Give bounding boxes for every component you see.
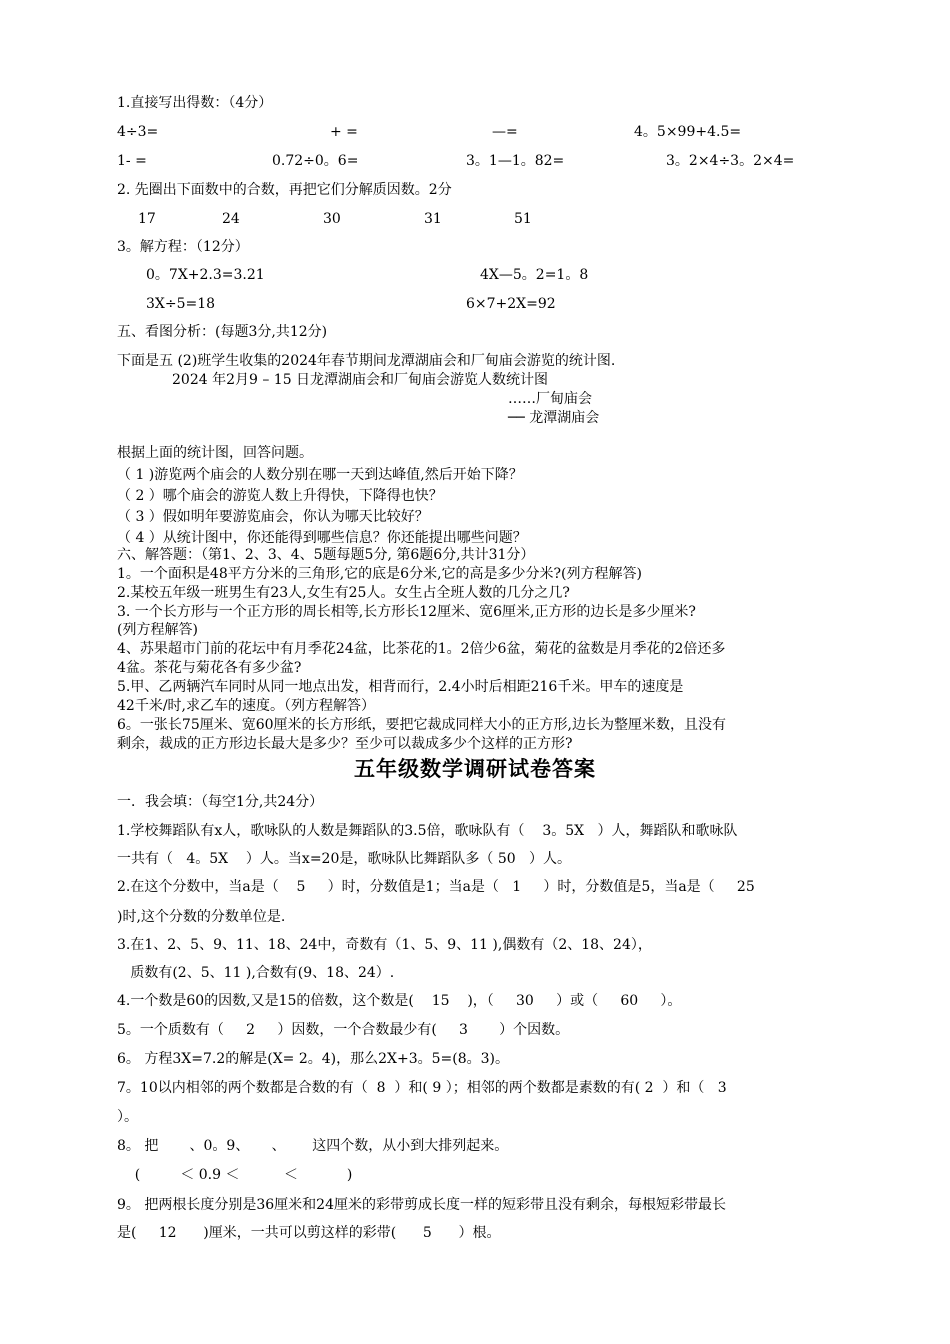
q3-equation: 4X—5。2=1。8: [480, 267, 589, 283]
q1-r1-c2: + =: [330, 124, 358, 140]
answer-line: )时,这个分数的分数单位是.: [117, 909, 286, 925]
section6-line: 2.某校五年级一班男生有23人,女生有25人。女生占全班人数的几分之几?: [117, 585, 570, 601]
q3-heading: 3。解方程：（12分）: [117, 239, 249, 255]
answer-line: 5。一个质数有（ 2 ）因数，一个合数最少有( 3 ）个因数。: [117, 1022, 570, 1038]
chart-title: 2024 年2月9 – 15 日龙潭湖庙会和厂甸庙会游览人数统计图: [172, 372, 549, 388]
answer-line: 质数有(2、5、11 ),合数有(9、18、24）.: [117, 965, 395, 981]
section5-heading: 五、看图分析：(每题3分,共12分): [117, 324, 328, 340]
section5-line: （ 4 ）从统计图中，你还能得到哪些信息？你还能提出哪些问题？: [117, 530, 527, 546]
q3-equation: 6×7+2X=92: [466, 296, 556, 312]
section6-line: 4、苏果超市门前的花坛中有月季花24盆，比茶花的1。2倍少6盆，菊花的盆数是月季花的2倍还多: [117, 641, 726, 657]
answer-line: 9。 把两根长度分别是36厘米和24厘米的彩带剪成长度一样的短彩带且没有剩余，每根短彩带最长: [117, 1197, 726, 1213]
q1-r1-c1: 4÷3=: [117, 124, 159, 140]
q2-heading: 2. 先圈出下面数中的合数，再把它们分解质因数。2分: [117, 182, 452, 198]
q1-r1-c4: 4。5×99+4.5=: [634, 124, 742, 140]
q2-number: 30: [323, 211, 341, 227]
q1-r2-c3: 3。1—1。82=: [466, 153, 565, 169]
section5-line: 根据上面的统计图，回答问题。: [117, 445, 313, 461]
answer-line: ）。: [117, 1109, 138, 1125]
answer-line: 1.学校舞蹈队有x人，歌咏队的人数是舞蹈队的3.5倍，歌咏队有（ 3。5X ）人，舞蹈队和歌咏队: [117, 823, 738, 839]
section6-line: 剩余，裁成的正方形边长最大是多少？至少可以裁成多少个这样的正方形?: [117, 736, 573, 752]
section5-line: （ 1 )游览两个庙会的人数分别在哪一天到达峰值,然后开始下降？: [117, 467, 523, 483]
q1-r1-c3: —=: [492, 124, 518, 140]
section6-line: 42千米/时,求乙车的速度。（列方程解答）: [117, 698, 375, 714]
legend-longtanhu: ── 龙潭湖庙会: [508, 410, 600, 426]
section5-line: （ 2 ）哪个庙会的游览人数上升得快，下降得也快？: [117, 488, 443, 504]
section6-line: 6。一张长75厘米、宽60厘米的长方形纸，要把它裁成同样大小的正方形,边长为整厘米数，且没有: [117, 717, 726, 733]
q2-number: 24: [222, 211, 240, 227]
answer-line: 3.在1、2、5、9、11、18、24中，奇数有（1、5、9、11 ),偶数有（2、18、24），: [117, 937, 652, 953]
q1-heading: 1.直接写出得数：（4分）: [117, 95, 273, 111]
section5-line: （ 3 ）假如明年要游览庙会，你认为哪天比较好？: [117, 509, 429, 525]
section6-line: 5.甲、乙两辆汽车同时从同一地点出发，相背而行，2.4小时后相距216千米。甲车的速度是: [117, 679, 684, 695]
section5-intro: 下面是五 (2)班学生收集的2024年春节期间龙潭湖庙会和厂甸庙会游览的统计图.: [117, 353, 616, 369]
section6-line: 4盆。茶花与菊花各有多少盆?: [117, 660, 302, 676]
answer-line: 7。10以内相邻的两个数都是合数的有（ 8 ）和( 9 ）；相邻的两个数都是素数的有( 2 ）和（ 3: [117, 1080, 727, 1096]
section6-line: 六、解答题：（第1、2、3、4、5题每题5分, 第6题6分,共计31分）: [117, 547, 535, 563]
section6-line: 3. 一个长方形与一个正方形的周长相等,长方形长12厘米、宽6厘米,正方形的边长是多少厘米?: [117, 604, 696, 620]
answer-line: 2.在这个分数中，当a是（ 5 ）时，分数值是1；当a是（ 1 ）时，分数值是5，当a是（ 25: [117, 879, 755, 895]
answer-line: 一共有（ 4。5X ）人。当x=20是，歌咏队比舞蹈队多（ 50 ）人。: [117, 851, 571, 867]
answer-line: ( ＜ 0.9 ＜ ＜ ): [117, 1167, 353, 1183]
answer-line: 8。 把 、0。9、 、 这四个数，从小到大排列起来。: [117, 1138, 509, 1154]
q1-r2-c4: 3。2×4÷3。2×4=: [666, 153, 795, 169]
section6-line: 1。一个面积是48平方分米的三角形,它的底是6分米,它的高是多少分米?(列方程解答): [117, 566, 642, 582]
answer-line: 是( 12 )厘米，一共可以剪这样的彩带( 5 ）根。: [117, 1225, 501, 1241]
q1-r2-c2: 0.72÷0。6=: [272, 153, 359, 169]
q2-number: 17: [138, 211, 156, 227]
answer-line: 6。 方程3X=7.2的解是(X= 2。4)，那么2X+3。5=(8。3)。: [117, 1051, 509, 1067]
q3-equation: 0。7X+2.3=3.21: [146, 267, 265, 283]
q2-number: 51: [514, 211, 532, 227]
q2-number: 31: [424, 211, 442, 227]
answer-title: 五年级数学调研试卷答案: [354, 757, 596, 781]
section6-line: (列方程解答): [117, 622, 198, 638]
q1-r2-c1: 1- =: [117, 153, 147, 169]
answer-line: 一．我会填：（每空1分,共24分）: [117, 794, 324, 810]
legend-changdian: ……厂甸庙会: [508, 391, 592, 407]
q3-equation: 3X÷5=18: [146, 296, 216, 312]
answer-line: 4.一个数是60的因数,又是15的倍数，这个数是( 15 )，（ 30 ）或（ 60 ）。: [117, 993, 682, 1009]
